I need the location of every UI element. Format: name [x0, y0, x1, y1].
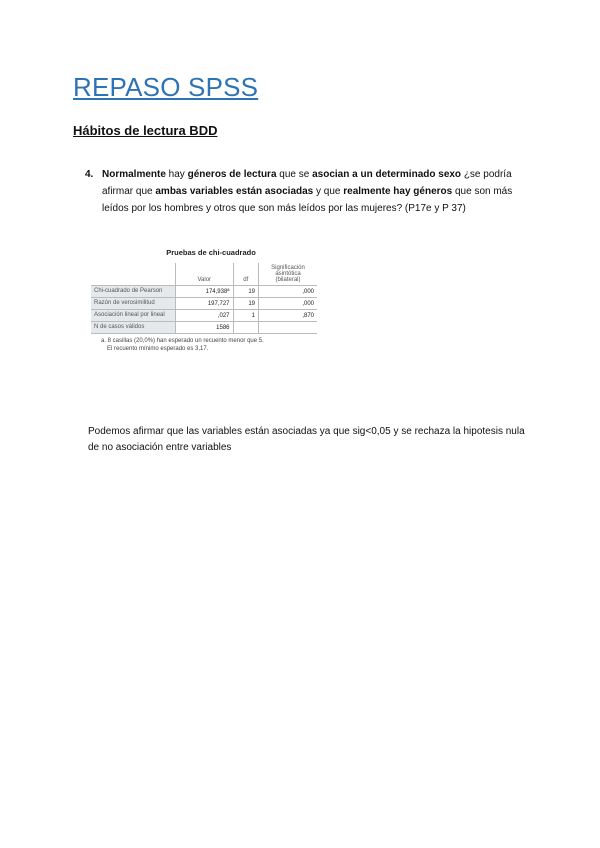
cell-valor: ,027 — [176, 310, 234, 322]
question-part: y que — [313, 186, 344, 197]
cell-valor: 174,938ª — [176, 286, 234, 298]
spss-table-title: Pruebas de chi-cuadrado — [166, 248, 256, 257]
question-part: géneros de lectura — [187, 169, 277, 180]
cell-df: 19 — [233, 298, 258, 310]
header-significance: Significación asintótica (bilateral) — [259, 263, 318, 286]
question-text — [102, 166, 525, 217]
cell-sig: ,000 — [259, 298, 318, 310]
conclusion-paragraph: Podemos afirmar que las variables están asociadas ya que sig<0,05 y se rechaza la hipotesis nula de no asociación entre variables — [88, 426, 525, 453]
section-subtitle: Hábitos de lectura BDD — [73, 123, 218, 138]
table-row — [91, 286, 317, 298]
table-corner — [91, 263, 176, 286]
header-df: df — [233, 263, 258, 286]
question-number: 4. — [85, 169, 94, 180]
question-part: ambas variables están asociadas — [155, 186, 314, 197]
question-part: realmente hay géneros — [343, 186, 453, 197]
table-row — [91, 298, 317, 310]
question-part: que son más leídos por los hombres y otros que son más leídos por las mujeres? (P17e y P 37) — [102, 186, 513, 214]
table-footnote: a. 8 casillas (20,0%) han esperado un recuento menor que 5. — [101, 338, 264, 344]
spss-output-image — [91, 248, 321, 353]
cell-sig: ,000 — [259, 286, 318, 298]
table-row — [91, 322, 317, 334]
question-part: ¿se podría afirmar que — [102, 169, 512, 197]
row-label: Asociación lineal por lineal — [91, 310, 176, 322]
header-valor: Valor — [176, 263, 234, 286]
question-part: Normalmente — [102, 169, 166, 180]
cell-sig: ,870 — [259, 310, 318, 322]
table-footnote-2: El recuento mínimo esperado es 3,17. — [107, 346, 209, 352]
cell-sig — [259, 322, 318, 334]
question-part: asocian a un determinado sexo — [312, 169, 462, 180]
table-row — [91, 310, 317, 322]
cell-valor: 197,727 — [176, 298, 234, 310]
cell-df: 19 — [233, 286, 258, 298]
row-label: Chi-cuadrado de Pearson — [91, 286, 176, 298]
cell-df: 1 — [233, 310, 258, 322]
row-label: N de casos válidos — [91, 322, 176, 334]
row-label: Razón de verosimilitud — [91, 298, 176, 310]
cell-df — [233, 322, 258, 334]
question-4 — [85, 166, 525, 217]
cell-valor: 1586 — [176, 322, 234, 334]
question-part: que se — [276, 169, 313, 180]
chi-square-table — [91, 263, 317, 334]
page-title: REPASO SPSS — [73, 72, 259, 102]
question-part: hay — [165, 169, 188, 180]
